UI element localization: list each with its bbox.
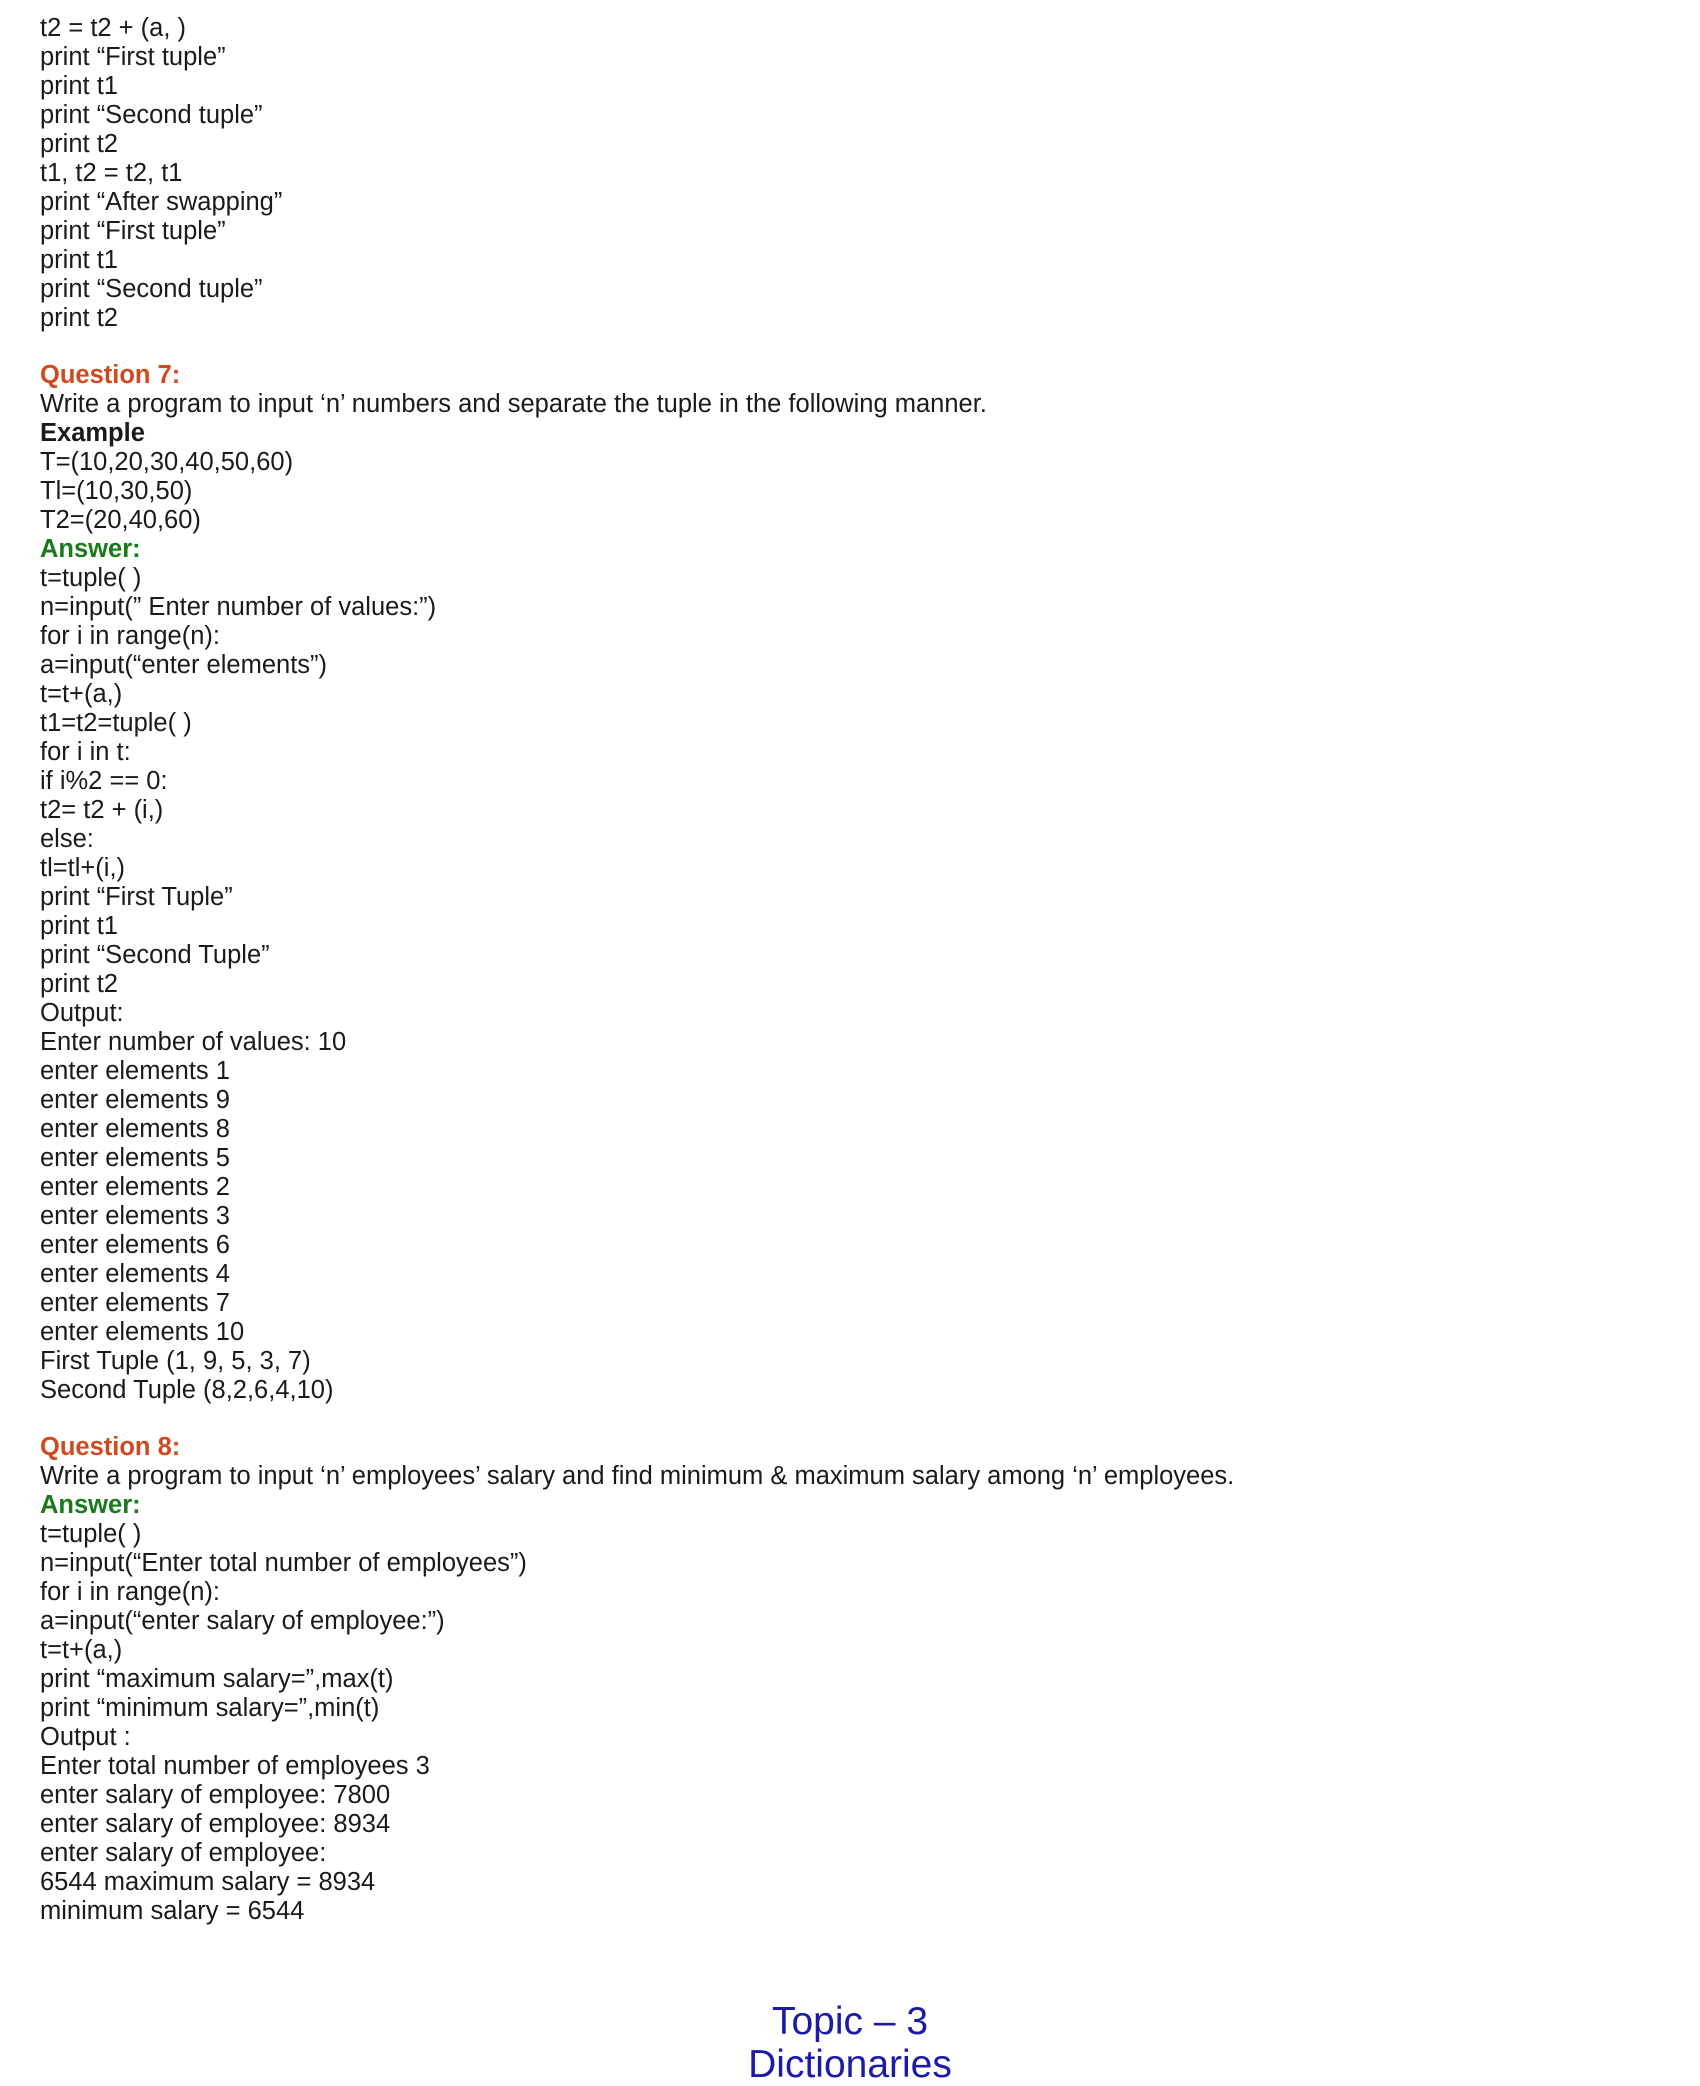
code-block-previous bbox=[40, 14, 1660, 333]
output-line: enter salary of employee: 8934 bbox=[40, 1810, 391, 1838]
code-line: if i%2 == 0: bbox=[40, 767, 168, 795]
code-line: print t2 bbox=[40, 304, 118, 332]
output-line: Output: bbox=[40, 999, 124, 1027]
code-line: print “First Tuple” bbox=[40, 883, 233, 911]
code-line: t=tuple( ) bbox=[40, 1520, 142, 1548]
output-line: 6544 maximum salary = 8934 bbox=[40, 1868, 376, 1896]
question-8-code bbox=[40, 1520, 1660, 1926]
topic-title: Dictionaries bbox=[748, 2043, 952, 2086]
code-line: print “First tuple” bbox=[40, 217, 226, 245]
example-line: T2=(20,40,60) bbox=[40, 506, 201, 534]
code-line: print “After swapping” bbox=[40, 188, 283, 216]
output-line: Enter number of values: 10 bbox=[40, 1028, 347, 1056]
output-line: enter salary of employee: bbox=[40, 1839, 327, 1867]
document-page bbox=[40, 14, 1660, 1926]
code-line: a=input(“enter salary of employee:”) bbox=[40, 1607, 445, 1635]
example-label: Example bbox=[40, 419, 145, 447]
topic-number: Topic – 3 bbox=[771, 2000, 929, 2043]
question-8-section bbox=[40, 1433, 1660, 1926]
question-8-heading: Question 8: bbox=[40, 1433, 181, 1461]
code-line: print t1 bbox=[40, 246, 118, 274]
output-line: enter salary of employee: 7800 bbox=[40, 1781, 391, 1809]
code-line: n=input(“Enter total number of employees”) bbox=[40, 1549, 527, 1577]
output-line: enter elements 1 bbox=[40, 1057, 230, 1085]
code-line: for i in range(n): bbox=[40, 622, 220, 650]
code-line: print “First tuple” bbox=[40, 43, 226, 71]
output-line: Second Tuple (8,2,6,4,10) bbox=[40, 1376, 334, 1404]
code-line: print “minimum salary=”,min(t) bbox=[40, 1694, 380, 1722]
output-line: Enter total number of employees 3 bbox=[40, 1752, 430, 1780]
code-line: n=input(” Enter number of values:”) bbox=[40, 593, 437, 621]
output-line: First Tuple (1, 9, 5, 3, 7) bbox=[40, 1347, 311, 1375]
output-line: Output : bbox=[40, 1723, 131, 1751]
code-line: else: bbox=[40, 825, 94, 853]
output-line: enter elements 2 bbox=[40, 1173, 230, 1201]
code-line: t1, t2 = t2, t1 bbox=[40, 159, 183, 187]
answer-label: Answer: bbox=[40, 535, 141, 563]
code-line: a=input(“enter elements”) bbox=[40, 651, 328, 679]
output-line: enter elements 5 bbox=[40, 1144, 230, 1172]
answer-label: Answer: bbox=[40, 1491, 141, 1519]
output-line: enter elements 6 bbox=[40, 1231, 230, 1259]
output-line: enter elements 4 bbox=[40, 1260, 230, 1288]
question-7-heading: Question 7: bbox=[40, 361, 181, 389]
code-line: print t2 bbox=[40, 970, 118, 998]
code-line: t=t+(a,) bbox=[40, 680, 123, 708]
code-line: print t1 bbox=[40, 72, 118, 100]
code-line: tl=tl+(i,) bbox=[40, 854, 126, 882]
code-line: for i in range(n): bbox=[40, 1578, 220, 1606]
code-line: t1=t2=tuple( ) bbox=[40, 709, 192, 737]
code-line: t2 = t2 + (a, ) bbox=[40, 14, 186, 42]
code-line: t=t+(a,) bbox=[40, 1636, 123, 1664]
code-line: t=tuple( ) bbox=[40, 564, 142, 592]
code-line: t2= t2 + (i,) bbox=[40, 796, 164, 824]
question-8-text: Write a program to input ‘n’ employees’ salary and find minimum & maximum salary among ‘n’ employees. bbox=[40, 1462, 1235, 1490]
question-7-code bbox=[40, 564, 1660, 1405]
output-line: enter elements 9 bbox=[40, 1086, 230, 1114]
output-line: enter elements 3 bbox=[40, 1202, 230, 1230]
code-line: print “Second Tuple” bbox=[40, 941, 270, 969]
output-line: minimum salary = 6544 bbox=[40, 1897, 305, 1925]
code-line: print t2 bbox=[40, 130, 118, 158]
code-line: print t1 bbox=[40, 912, 118, 940]
topic-heading bbox=[0, 2000, 1700, 2086]
code-line: for i in t: bbox=[40, 738, 131, 766]
output-line: enter elements 7 bbox=[40, 1289, 230, 1317]
question-7-text: Write a program to input ‘n’ numbers and separate the tuple in the following manner. bbox=[40, 390, 987, 418]
code-line: print “Second tuple” bbox=[40, 101, 263, 129]
output-line: enter elements 8 bbox=[40, 1115, 230, 1143]
example-line: Tl=(10,30,50) bbox=[40, 477, 193, 505]
output-line: enter elements 10 bbox=[40, 1318, 245, 1346]
question-7-section bbox=[40, 361, 1660, 1405]
example-line: T=(10,20,30,40,50,60) bbox=[40, 448, 294, 476]
code-line: print “maximum salary=”,max(t) bbox=[40, 1665, 394, 1693]
code-line: print “Second tuple” bbox=[40, 275, 263, 303]
